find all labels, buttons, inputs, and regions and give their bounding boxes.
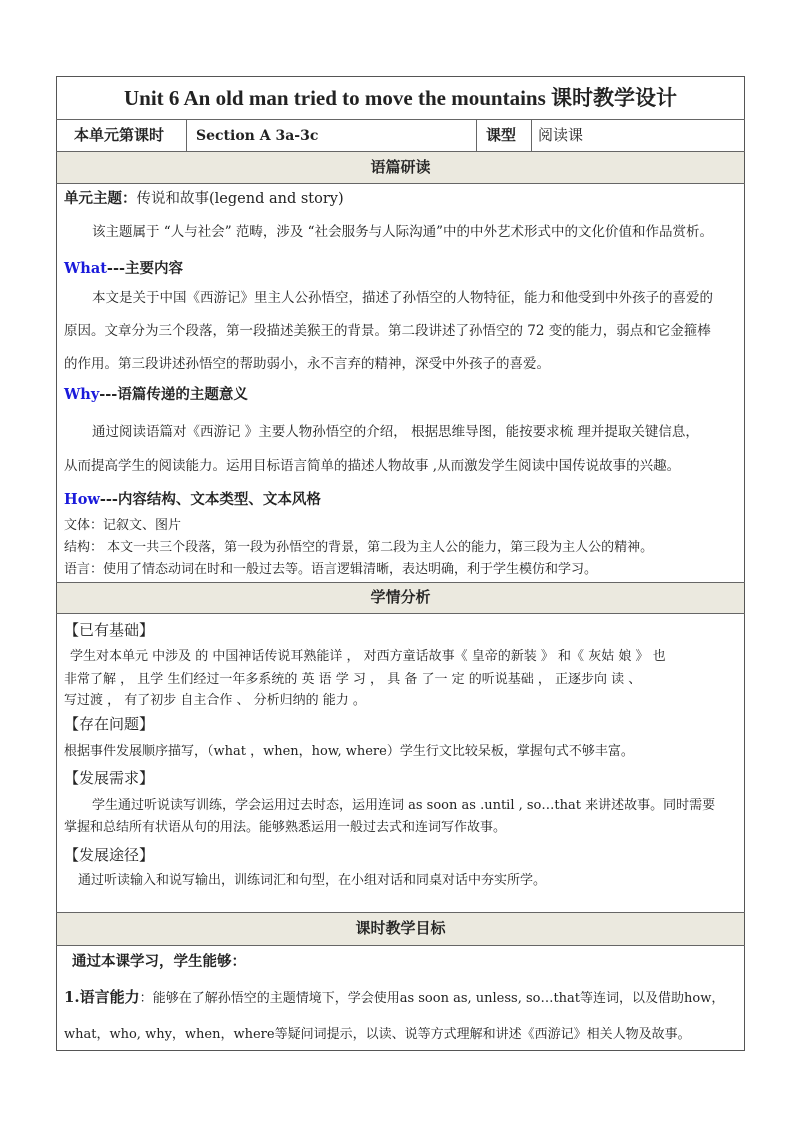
divider	[56, 151, 745, 152]
why-line: 从而提高学生的阅读能力。运用目标语言简单的描述人物故事 ,从而激发学生阅读中国传说故事的兴趣。	[64, 458, 681, 474]
what-line: 的作用。第三段讲述孙悟空的帮助弱小，永不言弃的精神，深受中外孩子的喜爱。	[64, 356, 550, 372]
what-heading	[64, 259, 183, 279]
period-value: Section A 3a-3c	[196, 128, 319, 144]
basis-label: 【已有基础】	[64, 621, 155, 639]
unit-theme	[64, 189, 344, 209]
problem-label: 【存在问题】	[64, 715, 155, 733]
problem-text: 根据事件发展顺序描写，（what ，when，how, where）学生行文比较呆板，掌握句式不够丰富。	[64, 744, 634, 759]
needs-line: 掌握和总结所有状语从句的用法。能够熟悉运用一般过去式和连词写作故事。	[64, 820, 507, 835]
why-heading	[64, 385, 248, 405]
how-line: 语言：使用了情态动词在时和一般过去等。语言逻辑清晰，表达明确，利于学生模仿和学习。	[64, 562, 598, 577]
goal-1-colon: ：	[139, 991, 153, 1006]
section-header: 课时教学目标	[355, 919, 446, 937]
why-title: ---语篇传递的主题意义	[99, 386, 248, 403]
how-title: ---内容结构、文本类型、文本风格	[99, 491, 321, 508]
divider	[56, 945, 745, 946]
what-key: What	[64, 260, 107, 277]
what-line: 本文是关于中国《西游记》里主人公孙悟空，描述了孙悟空的人物特征，能力和他受到中外孩子的喜爱的	[92, 290, 713, 306]
goal-1-label: 1.语言能力	[64, 988, 140, 1006]
page-title: Unit 6 An old man tried to move the mountains 课时教学设计	[123, 86, 678, 110]
divider	[476, 119, 477, 151]
how-line: 结构： 本文一共三个段落，第一段为孙悟空的背景，第二段为主人公的能力，第三段为主人公的精神。	[64, 540, 654, 555]
what-line: 原因。文章分为三个段落，第一段描述美猴王的背景。第二段讲述了孙悟空的 72 变的能力，弱点和它金箍棒	[64, 323, 711, 339]
path-text: 通过听读输入和说写输出，训练词汇和句型，在小组对话和同桌对话中夯实所学。	[78, 873, 547, 888]
needs-label: 【发展需求】	[64, 769, 155, 787]
goals-intro: 通过本课学习，学生能够：	[72, 953, 246, 970]
divider	[56, 183, 745, 184]
theme-label: 单元主题：	[64, 190, 137, 207]
divider	[56, 613, 745, 614]
basis-line: 非常了解 ， 且学 生们经过一年多系统的 英 语 学 习 ， 具 备 了一 定 的听说基础 ， 正逐步向 读 、	[64, 672, 642, 687]
how-heading	[64, 490, 321, 510]
type-label: 课型	[486, 126, 517, 144]
basis-line: 写过渡 ， 有了初步 自主合作 、 分析归纳的 能力 。	[64, 693, 366, 708]
divider	[186, 119, 187, 151]
what-title: ---主要内容	[106, 260, 183, 277]
why-line: 通过阅读语篇对《西游记 》主要人物孙悟空的介绍， 根据思维导图，能按要求梳 理并提取关键信息，	[92, 424, 699, 440]
divider	[56, 582, 745, 583]
theme-value: 传说和故事(legend and story)	[136, 191, 344, 207]
why-key: Why	[64, 386, 100, 403]
needs-line: 学生通过听说读写训练，学会运用过去时态，运用连词 as soon as .until , so…that 来讲述故事。同时需要	[92, 798, 716, 813]
how-key: How	[64, 491, 100, 508]
goal-1	[64, 987, 724, 1009]
how-line: 文体：记叙文、图片	[64, 518, 182, 533]
type-value: 阅读课	[538, 126, 584, 144]
period-label: 本单元第课时	[74, 126, 165, 144]
goal-1-line: 能够在了解孙悟空的主题情境下，学会使用as soon as, unless, so…that等连词，以及借助how，	[152, 991, 725, 1006]
path-label: 【发展途径】	[64, 846, 155, 864]
divider	[56, 912, 745, 913]
section-header: 语篇研读	[370, 158, 431, 176]
divider	[531, 119, 532, 151]
section-header: 学情分析	[370, 588, 431, 606]
divider	[56, 119, 745, 120]
theme-desc: 该主题属于 “人与社会” 范畴，涉及 “社会服务与人际沟通”中的中外艺术形式中的文化价值和作品赏析。	[92, 224, 713, 240]
goal-1-line: what，who, why，when，where等疑问词提示，以读、说等方式理解和讲述《西游记》相关人物及故事。	[64, 1027, 691, 1042]
basis-line: 学生对本单元 中涉及 的 中国神话传说耳熟能详 ， 对西方童话故事《 皇帝的新装 》 和《 灰姑 娘 》 也	[70, 649, 666, 664]
